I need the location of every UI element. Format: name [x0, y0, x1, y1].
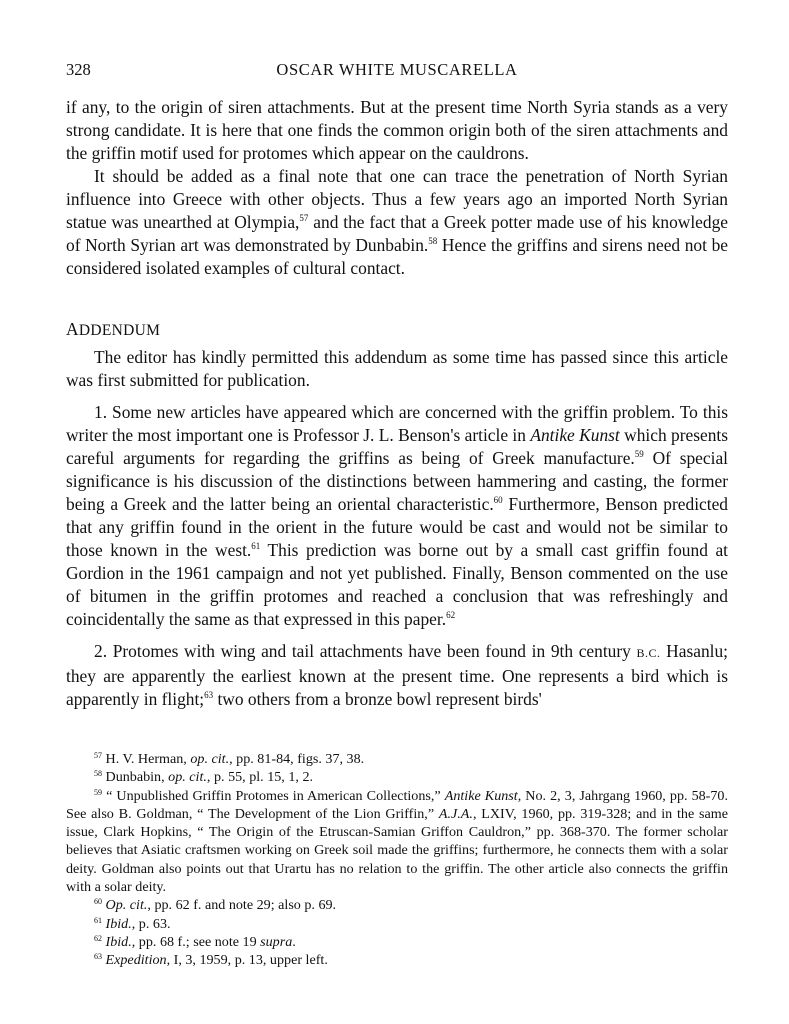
footnote-58-text-b: , p. 55, pl. 15, 1, 2.	[206, 769, 314, 786]
paragraph-5-text-c: two others from a bronze bowl represent birds'	[213, 689, 542, 709]
footnote-63-italic: Expedition	[102, 952, 167, 969]
footnote-ref-60: 60	[493, 495, 503, 505]
footnote-ref-57: 57	[299, 213, 309, 223]
paragraph-5-text-a: 2. Protomes with wing and tail attachments have been found in 9th century	[94, 641, 637, 661]
footnote-63-text: , I, 3, 1959, p. 13, upper left.	[166, 952, 328, 969]
footnote-62-text-b: , pp. 68 f.; see note 19	[131, 933, 261, 950]
footnote-60	[66, 896, 728, 914]
footnote-57-italic: op. cit.	[190, 751, 230, 767]
footnote-59-italic-1: Antike Kunst	[444, 787, 518, 804]
footnote-63	[66, 951, 728, 969]
footnote-60-italic: Op. cit.	[102, 897, 148, 914]
footnote-57	[66, 750, 728, 768]
paragraph-4	[66, 401, 728, 631]
addendum-heading	[66, 318, 728, 342]
footnote-61-text: , p. 63.	[131, 915, 171, 932]
footnote-60-number: 60	[94, 897, 102, 907]
addendum-heading-rest: DDENDUM	[78, 322, 161, 339]
footnote-62-text-c: .	[292, 933, 296, 950]
paragraph-4-text-e: This prediction was borne out by a small cast griffin found at Gordion in the 1961 campaign and not yet published. Finally, Benson commented on the use of bitumen in the griffin protomes and reached a conclusion that was refreshingly and coincidentally the same as that expressed in this paper.	[66, 540, 728, 629]
paragraph-3-text: The editor has kindly permitted this addendum as some time has passed since this article was first submitted for publication.	[66, 347, 728, 390]
footnote-ref-63: 63	[204, 690, 214, 700]
paragraph-2-text-a: It should be added as a final note that one can trace the penetration of North Syrian influence into Greece with other objects. Thus a few years ago an imported North Syrian statue was unearthed at Olympia,	[66, 166, 728, 232]
paragraph-2	[66, 165, 728, 280]
footnote-59	[66, 787, 728, 897]
footnote-63-number: 63	[94, 952, 102, 962]
footnotes	[66, 750, 728, 970]
footnote-58-italic: op. cit.	[168, 769, 207, 786]
footnote-ref-62: 62	[446, 610, 456, 620]
footnote-57-text-b: , pp. 81-84, figs. 37, 38.	[229, 751, 365, 767]
paragraph-4-text-b: which presents careful arguments for regarding the griffins as being of Greek manufacture.	[66, 425, 729, 468]
footnote-ref-61: 61	[251, 541, 261, 551]
paragraph-5	[66, 640, 728, 711]
footnote-57-text-a: H. V. Herman,	[102, 751, 191, 767]
paragraph-4-text-d: Furthermore, Benson predicted that any griffin found in the orient in the future would be cast and would not be similar to those known in the west.	[66, 494, 728, 560]
footnote-ref-58: 58	[428, 236, 438, 246]
footnote-62-italic-2: supra	[260, 933, 293, 950]
paragraph-4-text-c: Of special significance is his discussion of the distinctions between hammering and casting, the former being a Greek and the latter being an oriental characteristic.	[66, 448, 728, 514]
running-head: OSCAR WHITE MUSCARELLA	[276, 60, 518, 79]
footnote-61	[66, 915, 728, 933]
footnote-62-number: 62	[94, 933, 102, 943]
bc-abbrev: B.C.	[636, 646, 661, 660]
footnote-58-text-a: Dunbabin,	[102, 769, 169, 786]
page-number: 328	[66, 60, 91, 79]
antike-kunst-title: Antike Kunst	[530, 425, 620, 445]
footnote-61-italic: Ibid.	[102, 915, 132, 932]
footnote-ref-59: 59	[634, 449, 644, 459]
footnote-59-number: 59	[94, 787, 102, 797]
paragraph-4-text-a: 1. Some new articles have appeared which are concerned with the griffin problem. To this writer the most important one is Professor J. L. Benson's article in	[66, 402, 728, 445]
paragraph-2-text-c: Hence the griffins and sirens need not be considered isolated examples of cultural contact.	[66, 235, 729, 278]
addendum-heading-initial: A	[66, 319, 79, 339]
footnote-59-text-b: , No. 2, 3, Jahrgang 1960, pp. 58-70. See also B. Goldman, “ The Development of the Lion Griffin,”	[66, 787, 728, 822]
footnote-60-text: , pp. 62 f. and note 29; also p. 69.	[147, 897, 337, 914]
paragraph-3	[66, 346, 728, 392]
footnote-59-italic-2: A.J.A.	[438, 805, 473, 822]
footnote-58-number: 58	[94, 769, 102, 779]
paragraph-5-text-b: Hasanlu; they are apparently the earliest known at the present time. One represents a bird which is apparently in flight;	[66, 641, 728, 709]
page-header	[66, 60, 728, 84]
body-text	[66, 96, 728, 711]
footnote-61-number: 61	[94, 915, 102, 925]
footnote-57-number: 57	[94, 751, 102, 760]
paragraph-1-text: if any, to the origin of siren attachments. But at the present time North Syria stands as a very strong candidate. It is here that one finds the common origin both of the siren attachments and the griffin motif used for protomes which appear on the cauldrons.	[66, 97, 728, 163]
paragraph-1	[66, 96, 728, 165]
footnote-59-text-c: , LXIV, 1960, pp. 319-328; and in the same issue, Clark Hopkins, “ The Origin of the Etruscan-Samian Griffon Cauldron,” pp. 368-370. The former scholar believes that Asiatic craftsmen working on Greek soil made the griffins; furthermore, he connects them with a solar deity. Goldman also points out that Urartu has no relation to the griffin. The other article also connects the griffin with a solar deity.	[66, 805, 728, 896]
footnote-59-text-a: “ Unpublished Griffin Protomes in American Collections,”	[102, 787, 445, 804]
footnote-62	[66, 933, 728, 951]
paragraph-2-text-b: and the fact that a Greek potter made use of his knowledge of North Syrian art was demonstrated by Dunbabin.	[66, 212, 728, 255]
footnote-58	[66, 768, 728, 786]
footnote-62-italic-1: Ibid.	[102, 933, 132, 950]
